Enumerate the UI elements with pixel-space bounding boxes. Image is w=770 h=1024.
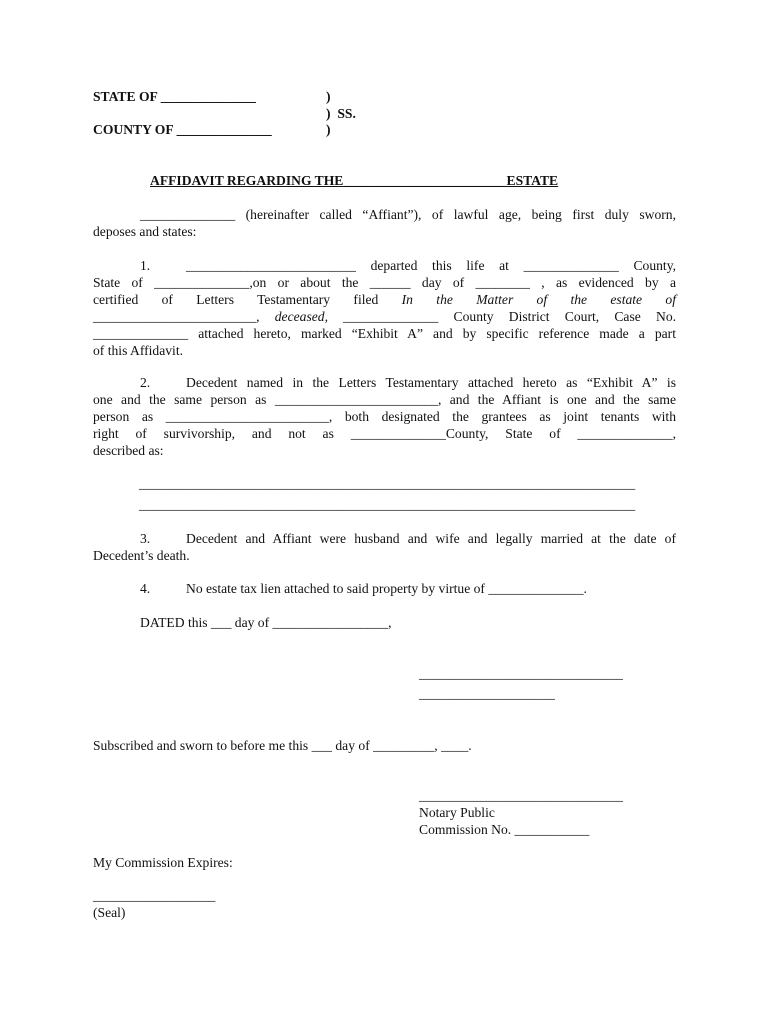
para1-line-3 [93,291,676,308]
paragraph-3 [93,530,676,564]
para2-line-4: right of survivorship, and not as ______________County, State of ______________, [93,426,676,441]
subscribed-line: Subscribed and sworn to before me this ___ day of _________, ____. [93,738,472,753]
bracket-3: ) [326,122,331,137]
signature-line-2: ____________________ [419,686,555,701]
para4-number: 4. [140,581,151,596]
description-blank-2: _________________________________________________________________________ [139,497,636,512]
para1-matter-italic: In the Matter of the estate of [401,292,676,307]
para3-text-1: Decedent and Affiant were husband and wife and legally married at the date of [186,531,676,546]
para3-number: 3. [140,531,151,546]
seal-label: (Seal) [93,905,126,920]
para2-number: 2. [140,375,151,390]
para1-text-4c: ______________ County District Court, Case No. [327,309,677,324]
para1-line-6: of this Affidavit. [93,343,183,358]
commission-number: Commission No. ___________ [419,822,590,837]
dated-line: DATED this ___ day of _________________, [140,615,392,630]
para3-line-1 [93,530,676,547]
para2-line-1 [93,374,676,391]
para3-line-2: Decedent’s death. [93,548,190,563]
intro-line-1: ______________ (hereinafter called “Affiant”), of lawful age, being first duly sworn, [140,207,676,222]
ss-label: ) SS. [326,106,356,121]
description-blank-1: _________________________________________________________________________ [139,476,636,491]
signature-line-1: ______________________________ [419,666,623,681]
document-title [150,172,558,189]
para4-text: No estate tax lien attached to said property by virtue of ______________. [186,581,587,596]
notary-signature-line: ______________________________ [419,788,623,803]
para1-text-3a: certified of Letters Testamentary filed [93,292,402,307]
para2-text-1: Decedent named in the Letters Testamentary attached hereto as “Exhibit A” is [186,375,676,390]
para2-line-5: described as: [93,443,164,458]
intro-paragraph [93,206,676,240]
bracket-1: ) [326,89,331,104]
title-blank: ________________________ [343,173,507,188]
intro-line-2: deposes and states: [93,224,197,239]
county-of-label: COUNTY OF ______________ [93,122,272,137]
para2-line-3: person as ________________________, both designated the grantees as joint tenants with [93,409,676,424]
para1-text-1: _________________________ departed this life at ______________ County, [186,258,676,273]
para1-line-4 [93,308,676,325]
para1-line-5: ______________ attached hereto, marked “Exhibit A” and by specific reference made a part [93,326,676,341]
title-part-2: ESTATE [506,173,559,188]
seal-line: __________________ [93,888,216,903]
title-part-1: AFFIDAVIT REGARDING THE [150,173,344,188]
state-of-label: STATE OF ______________ [93,89,256,104]
commission-expires-label: My Commission Expires: [93,855,233,870]
notary-public-label: Notary Public [419,805,495,820]
para1-number: 1. [140,258,151,273]
paragraph-1 [93,257,676,359]
para1-line-2: State of ______________,on or about the ______ day of ________ , as evidenced by a [93,275,676,290]
para2-line-2: one and the same person as ________________________, and the Affiant is one and the same [93,392,676,407]
paragraph-2 [93,374,676,459]
para1-text-4a: ________________________, [93,309,275,324]
para1-line-1 [93,257,676,274]
para1-deceased-italic: deceased, [274,309,328,324]
